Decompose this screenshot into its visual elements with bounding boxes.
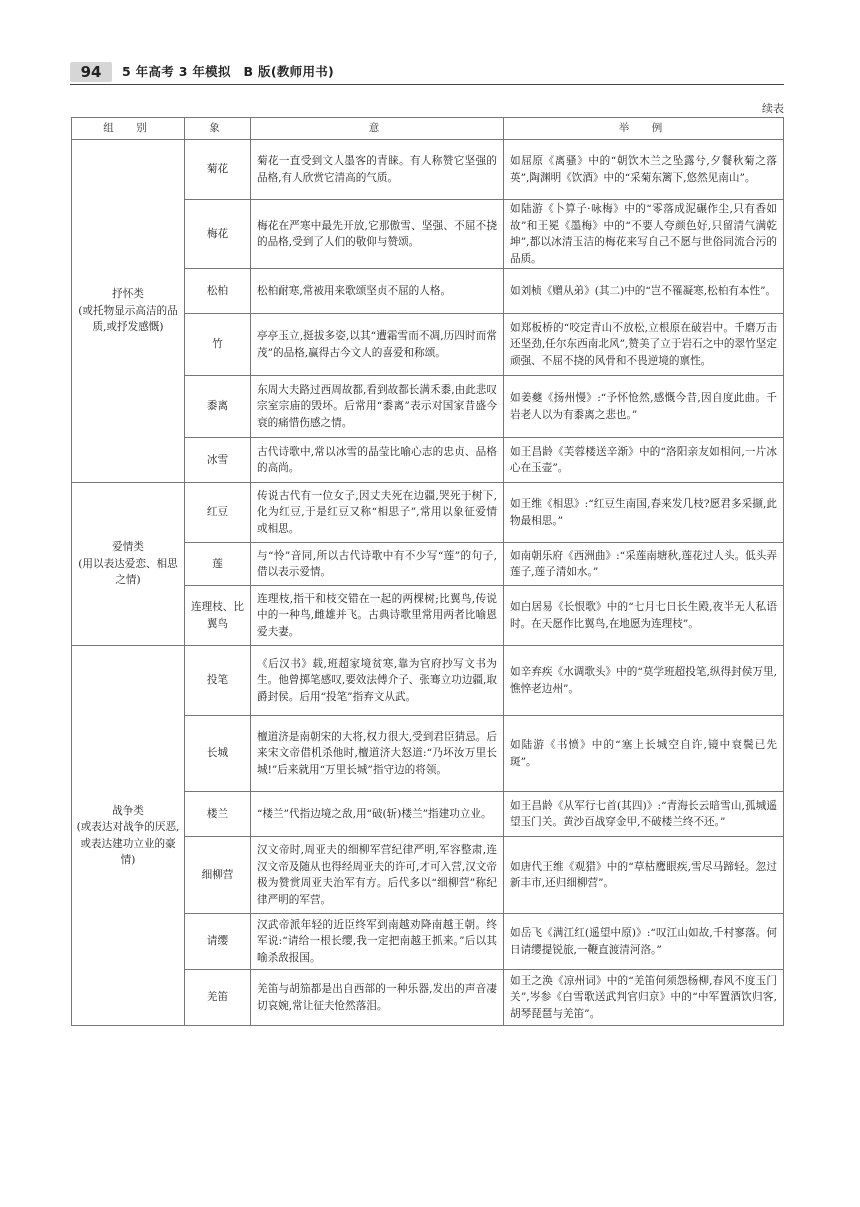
meaning-cell: 东周大夫路过西周故都,看到故都长满禾黍,由此悲叹宗室宗庙的毁坏。后常用“黍离”表示对国家昔盛今衰的痛惜伤感之情。 [251,376,504,438]
image-cell: 竹 [185,314,251,376]
example-cell: 如岳飞《满江红(遥望中原)》:“叹江山如故,千村寥落。何日请缨提锐旅,一鞭直渡清河洛。” [504,914,784,970]
meaning-cell: 传说古代有一位女子,因丈夫死在边疆,哭死于树下,化为红豆,于是红豆又称“相思子”,常用以象征爱情或相思。 [251,483,504,543]
group-name: 战争类 [112,804,144,817]
image-cell: 长城 [185,716,251,792]
meaning-cell: 松柏耐寒,常被用来歌颂坚贞不屈的人格。 [251,269,504,314]
meaning-cell: 连理枝,指干和枝交错在一起的两棵树;比翼鸟,传说中的一种鸟,雌雄并飞。古典诗歌里常用两者比喻恩爱夫妻。 [251,586,504,646]
example-cell: 如白居易《长恨歌》中的“七月七日长生殿,夜半无人私语时。在天愿作比翼鸟,在地愿为连理枝”。 [504,586,784,646]
example-cell: 如陆游《卜算子·咏梅》中的“零落成泥碾作尘,只有香如故”和王冕《墨梅》中的“不要人夸颜色好,只留清气满乾坤”,都以冰清玉洁的梅花来写自己不愿与世俗同流合污的品质。 [504,200,784,269]
example-cell: 如陆游《书愤》中的“塞上长城空自许,镜中衰鬓已先斑”。 [504,716,784,792]
meaning-cell: 汉武帝派年轻的近臣终军到南越劝降南越王朝。终军说:“请给一根长缨,我一定把南越王抓来。”后以其喻杀敌报国。 [251,914,504,970]
meaning-cell: 菊花一直受到文人墨客的青睐。有人称赞它坚强的品格,有人欣赏它清高的气质。 [251,140,504,200]
column-header-example: 举 例 [504,118,784,140]
example-cell: 如郑板桥的“咬定青山不放松,立根原在破岩中。千磨万击还坚劲,任尔东西南北风”,赞美了立于岩石之中的翠竹坚定顽强、不屈不挠的风骨和不畏逆境的禀性。 [504,314,784,376]
image-cell: 莲 [185,543,251,586]
book-title: 5 年高考 3 年模拟 B 版(教师用书) [122,64,335,79]
imagery-table [71,117,784,1026]
continued-label: 续表 [762,102,784,115]
example-cell: 如王昌龄《芙蓉楼送辛渐》中的“洛阳亲友如相问,一片冰心在玉壶”。 [504,438,784,483]
meaning-cell: 檀道济是南朝宋的大将,权力很大,受到君臣猜忌。后来宋文帝借机杀他时,檀道济大怒道:“乃坏汝万里长城!”后来就用“万里长城”指守边的将领。 [251,716,504,792]
column-header-group: 组 别 [72,118,185,140]
group-note: (用以表达爱恋、相思之情) [78,557,178,587]
example-cell: 如刘桢《赠从弟》(其二)中的“岂不罹凝寒,松柏有本性”。 [504,269,784,314]
image-cell: 羌笛 [185,970,251,1026]
image-cell: 投笔 [185,646,251,716]
meaning-cell: 《后汉书》载,班超家境贫寒,靠为官府抄写文书为生。他曾掷笔感叹,要效法傅介子、张骞立功边疆,取爵封侯。后用“投笔”指弃文从武。 [251,646,504,716]
group-note: (或表达对战争的厌恶,或表达建功立业的豪情) [76,821,180,866]
meaning-cell: 羌笛与胡笳都是出自西部的一种乐器,发出的声音凄切哀婉,常让征夫怆然落泪。 [251,970,504,1026]
example-cell: 如辛弃疾《水调歌头》中的“莫学班超投笔,纵得封侯万里,憔悴老边州”。 [504,646,784,716]
group-cell [72,483,185,646]
group-note: (或托物显示高洁的品质,或抒发感慨) [78,304,178,334]
image-cell: 红豆 [185,483,251,543]
example-cell: 如王昌龄《从军行七首(其四)》:“青海长云暗雪山,孤城遥望玉门关。黄沙百战穿金甲,不破楼兰终不还。” [504,792,784,837]
table-header-row [72,118,784,140]
meaning-cell: 梅花在严寒中最先开放,它那傲雪、坚强、不屈不挠的品格,受到了人们的敬仰与赞颂。 [251,200,504,269]
column-header-meaning: 意 [251,118,504,140]
meaning-cell: 亭亭玉立,挺拔多姿,以其“遭霜雪而不凋,历四时而常茂”的品格,赢得古今文人的喜爱和称颂。 [251,314,504,376]
image-cell: 菊花 [185,140,251,200]
image-cell: 松柏 [185,269,251,314]
table-row [72,140,784,200]
example-cell: 如姜夔《扬州慢》:“予怀怆然,感慨今昔,因自度此曲。千岩老人以为有黍离之悲也。” [504,376,784,438]
example-cell: 如屈原《离骚》中的“朝饮木兰之坠露兮,夕餐秋菊之落英”,陶渊明《饮酒》中的“采菊东篱下,悠然见南山”。 [504,140,784,200]
table-row [72,483,784,543]
meaning-cell: “楼兰”代指边境之敌,用“破(斩)楼兰”指建功立业。 [251,792,504,837]
image-cell: 黍离 [185,376,251,438]
group-cell [72,140,185,483]
image-cell: 连理枝、比翼鸟 [185,586,251,646]
image-cell: 梅花 [185,200,251,269]
image-cell: 冰雪 [185,438,251,483]
example-cell: 如王维《相思》:“红豆生南国,春来发几枝?愿君多采撷,此物最相思。” [504,483,784,543]
header-divider [70,84,784,85]
group-cell [72,646,185,1026]
meaning-cell: 汉文帝时,周亚夫的细柳军营纪律严明,军容整肃,连汉文帝及随从也得经周亚夫的许可,才可入营,汉文帝极为赞赏周亚夫治军有方。后代多以“细柳营”称纪律严明的军营。 [251,837,504,914]
table-row [72,646,784,716]
group-name: 抒怀类 [112,288,144,301]
image-cell: 请缨 [185,914,251,970]
example-cell: 如唐代王维《观猎》中的“草枯鹰眼疾,雪尽马蹄轻。忽过新丰市,还归细柳营”。 [504,837,784,914]
page-number: 94 [70,62,112,82]
column-header-image: 象 [185,118,251,140]
page-header [70,62,784,82]
example-cell: 如南朝乐府《西洲曲》:“采莲南塘秋,莲花过人头。低头弄莲子,莲子清如水。” [504,543,784,586]
example-cell: 如王之涣《凉州词》中的“羌笛何须怨杨柳,春风不度玉门关”,岑参《白雪歌送武判官归京》中的“中军置酒饮归客,胡琴琵琶与羌笛”。 [504,970,784,1026]
meaning-cell: 古代诗歌中,常以冰雪的晶莹比喻心志的忠贞、品格的高尚。 [251,438,504,483]
image-cell: 细柳营 [185,837,251,914]
image-cell: 楼兰 [185,792,251,837]
group-name: 爱情类 [112,541,144,554]
meaning-cell: 与“怜”音同,所以古代诗歌中有不少写“莲”的句子,借以表示爱情。 [251,543,504,586]
